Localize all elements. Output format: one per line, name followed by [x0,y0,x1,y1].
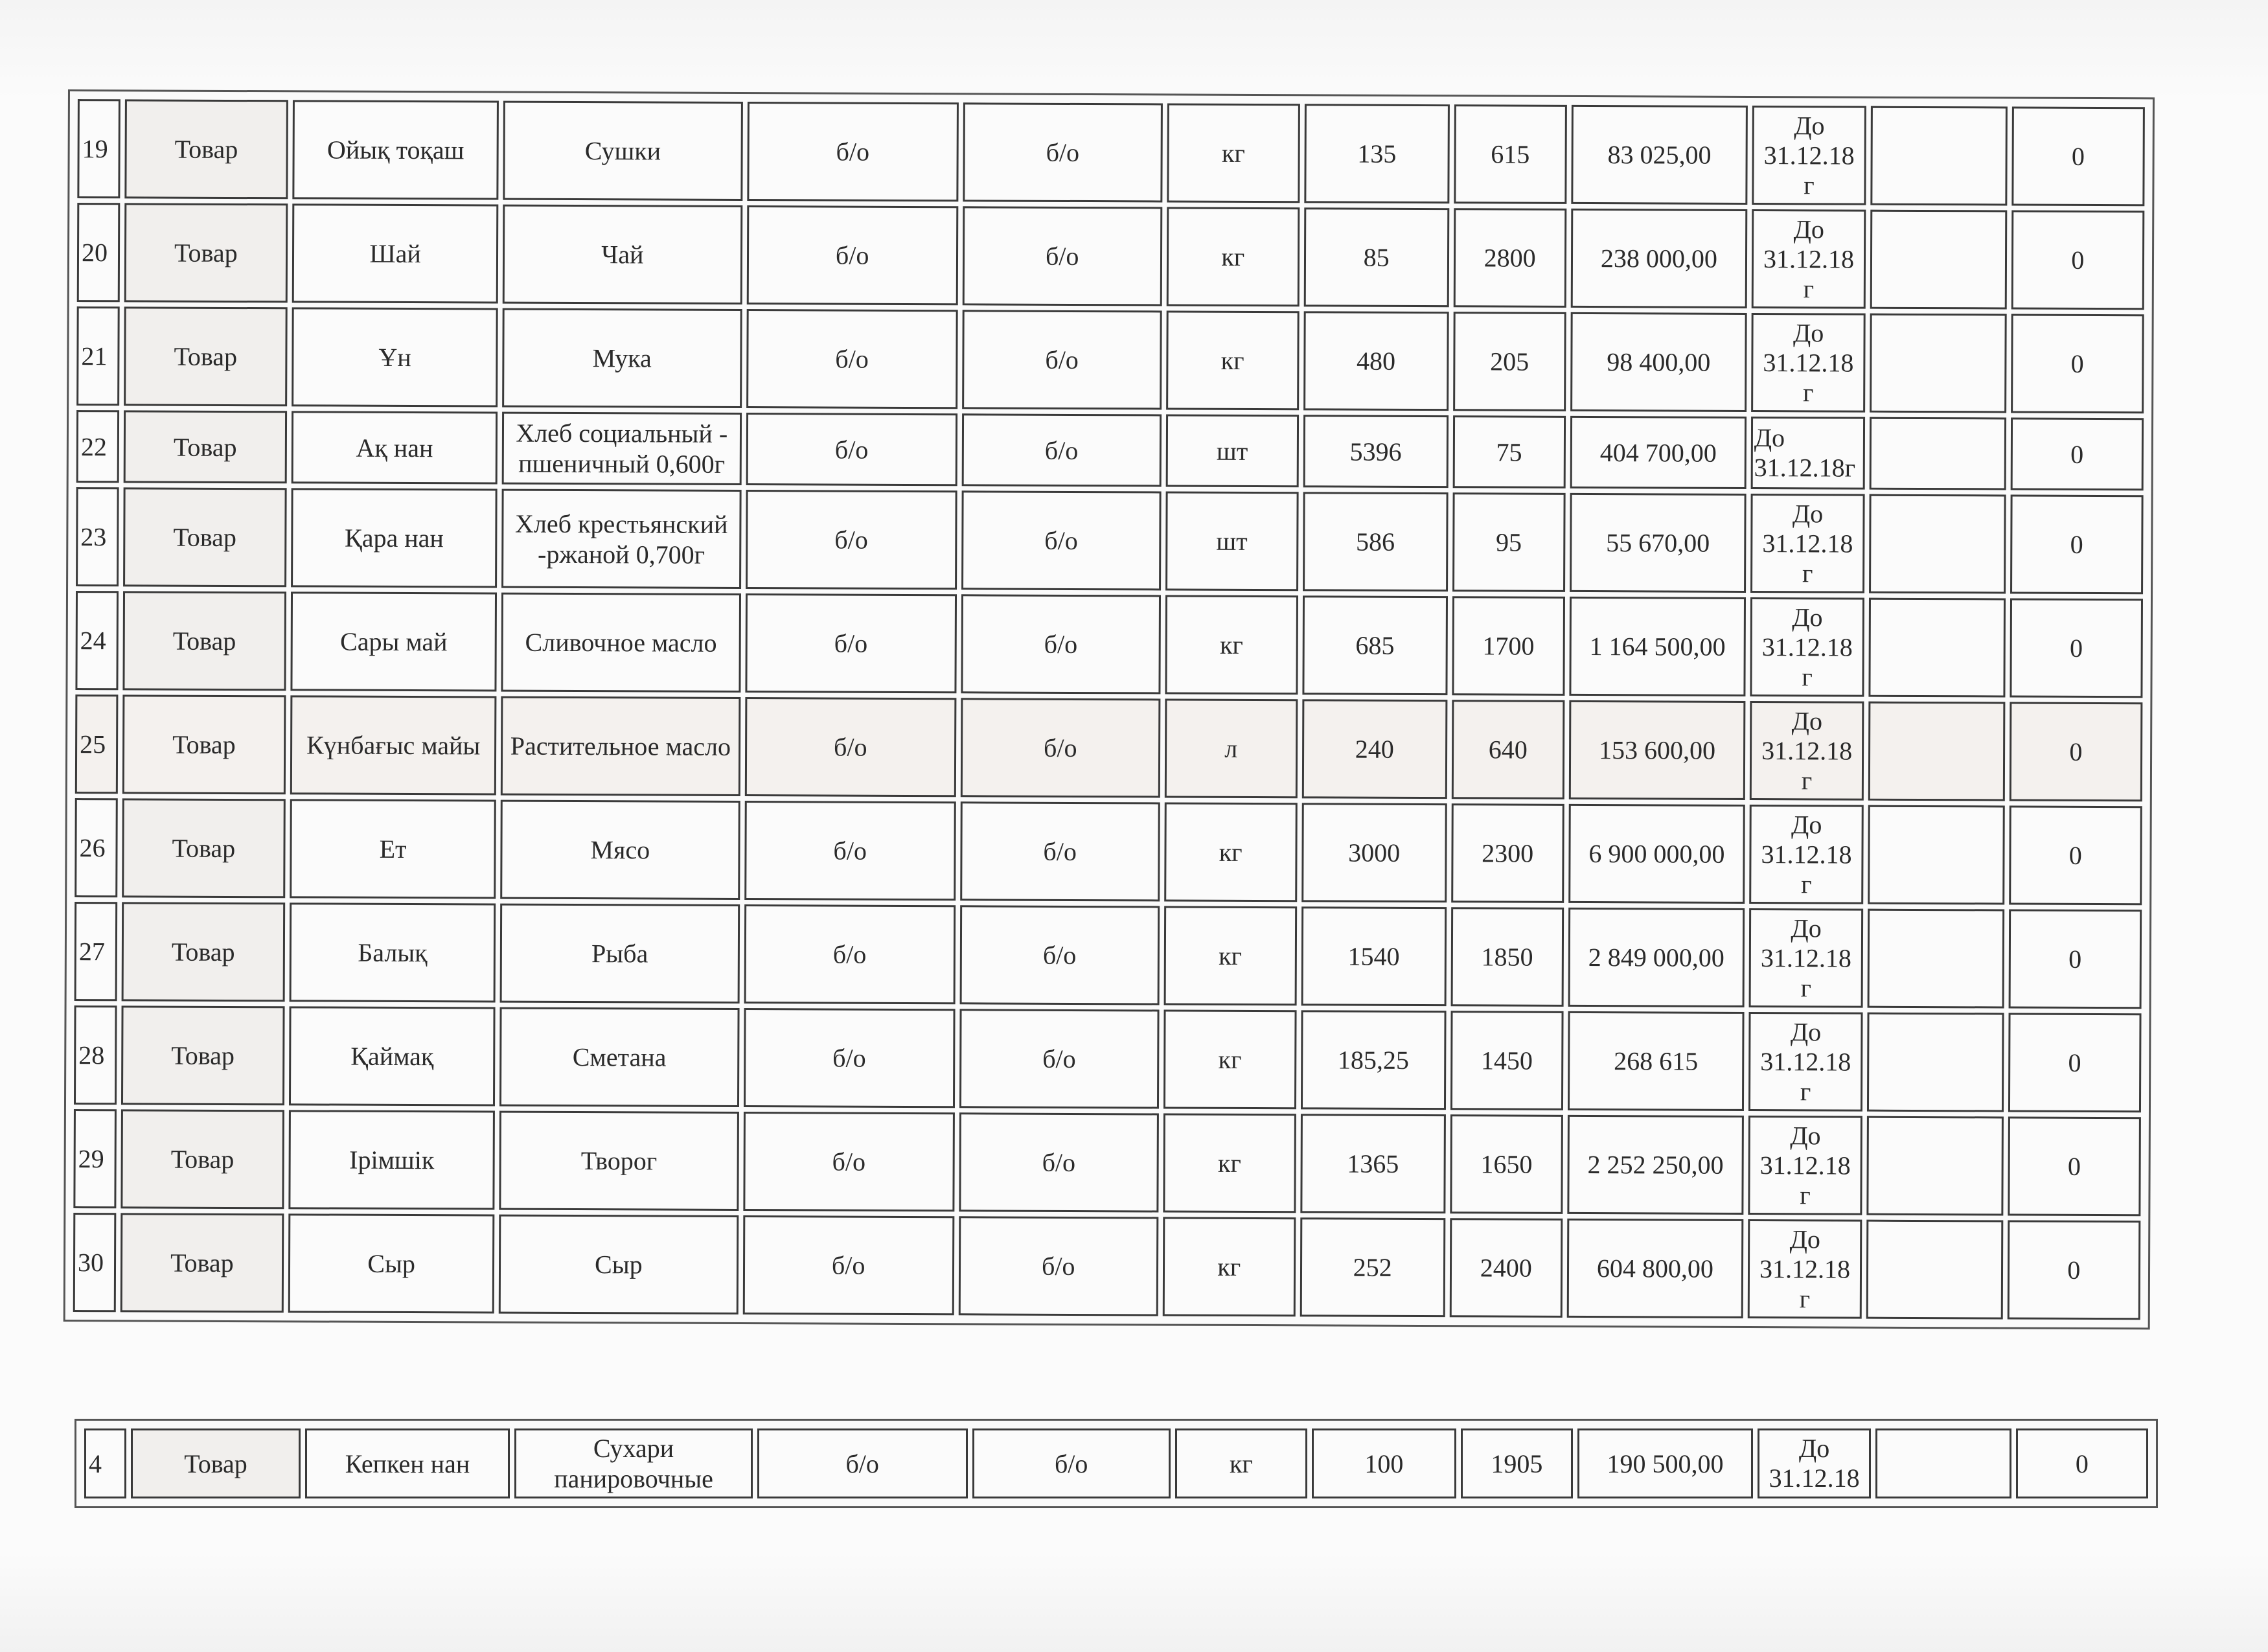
delivery-term-line: До [1793,214,1825,244]
quantity-cell: 3000 [1301,803,1447,902]
delivery-term-line: До [1792,498,1824,528]
quantity-cell: 685 [1302,595,1447,695]
delivery-term-line: До [1790,1016,1822,1046]
price-cell: 2800 [1453,208,1566,308]
quantity-cell: 185,25 [1301,1010,1446,1110]
characteristic-1-cell: б/о [744,801,956,901]
item-type-cell: Товар [120,1109,284,1209]
delivery-term-line: г [1802,558,1813,588]
sum-cell: 2 849 000,00 [1568,908,1745,1007]
empty-cell [1867,1116,2004,1216]
characteristic-1-cell: б/о [757,1428,968,1498]
characteristic-1-cell: б/о [746,413,957,486]
name-kazakh-cell: Сары май [291,591,498,691]
delivery-term-line: До [1798,1434,1830,1463]
characteristic-2-cell: б/о [962,310,1162,409]
sum-cell: 238 000,00 [1571,209,1747,308]
delivery-term-cell [1748,1116,1862,1215]
table-row [84,1428,2148,1498]
price-cell: 205 [1453,312,1566,411]
table-row [76,306,2144,413]
delivery-term-line: 31.12.18 [1763,244,1855,274]
characteristic-2-cell: б/о [963,206,1162,306]
delivery-term-line: До [1792,602,1823,632]
characteristic-1-cell: б/о [746,490,957,590]
name-russian-cell: Сухари панировочные [514,1428,753,1498]
unit-cell: кг [1165,595,1298,695]
value-cell: 0 [2007,1221,2140,1320]
quantity-cell: 1540 [1301,906,1446,1006]
delivery-term-line: г [1799,1283,1811,1313]
characteristic-2-cell: б/о [963,102,1162,202]
price-cell: 1700 [1452,596,1565,696]
quantity-cell: 240 [1302,699,1447,799]
delivery-term-line: 31.12.18 [1761,632,1853,662]
delivery-term-cell [1752,106,1866,205]
sum-cell: 153 600,00 [1569,700,1745,800]
empty-cell [1868,909,2004,1009]
delivery-term-line: 31.12.18 [1769,1463,1860,1493]
characteristic-2-cell: б/о [961,698,1160,797]
item-type-cell: Товар [124,203,288,303]
empty-cell [1866,1220,2003,1320]
quantity-cell: 5396 [1303,415,1448,488]
delivery-term-line: г [1804,170,1815,200]
name-russian-cell: Сыр [499,1215,739,1314]
quantity-cell: 586 [1303,492,1448,591]
delivery-term-line: 31.12.18 [1760,1046,1851,1077]
table-row [75,591,2143,698]
row-number-cell: 20 [77,203,120,302]
name-russian-cell: Мука [502,308,742,408]
price-cell: 1850 [1450,907,1564,1007]
name-russian-cell: Рыба [500,904,740,1004]
goods-table [63,89,2155,1329]
empty-cell [1869,494,2006,594]
characteristic-1-cell: б/о [744,904,956,1004]
item-type-cell: Товар [124,99,288,199]
table-row [77,203,2145,310]
value-cell: 0 [2016,1428,2148,1498]
value-cell: 0 [2008,910,2142,1009]
delivery-term-line: 31.12.18 [1763,140,1855,170]
empty-cell [1870,417,2006,490]
row-number-cell: 25 [75,694,118,794]
empty-cell [1871,106,2008,206]
delivery-term-line: До [1791,706,1823,735]
sum-cell: 55 670,00 [1570,493,1746,593]
row-number-cell: 27 [74,902,117,1001]
characteristic-1-cell: б/о [746,309,958,409]
unit-cell: кг [1166,311,1300,411]
sum-cell: 604 800,00 [1567,1219,1743,1318]
value-cell: 0 [2011,107,2145,207]
delivery-term-line: г [1801,869,1812,899]
name-kazakh-cell: Ірімшік [288,1110,495,1210]
item-type-cell: Товар [123,487,287,587]
name-russian-cell: Творог [499,1111,739,1211]
table-row [75,694,2143,801]
value-cell: 0 [2008,1013,2142,1113]
unit-cell: кг [1162,1217,1296,1317]
price-cell: 2400 [1449,1218,1563,1318]
unit-cell: кг [1163,1010,1297,1110]
characteristic-2-cell: б/о [960,801,1160,901]
delivery-term-cell [1750,417,1865,490]
delivery-term-cell [1748,1012,1863,1112]
value-cell: 0 [2010,599,2143,698]
item-type-cell: Товар [124,306,288,406]
delivery-term-line: 31.12.18 [1763,347,1854,378]
name-kazakh-cell: Кепкен нан [305,1428,510,1498]
price-cell: 1450 [1450,1011,1563,1110]
item-type-cell: Товар [131,1428,300,1498]
quantity-cell: 480 [1303,311,1449,411]
characteristic-2-cell: б/о [961,413,1161,487]
item-type-cell: Товар [121,902,285,1002]
characteristic-2-cell: б/о [961,490,1161,590]
quantity-cell: 252 [1300,1217,1445,1317]
delivery-term-cell [1758,1428,1872,1498]
value-cell: 0 [2008,1117,2141,1217]
empty-cell [1868,702,2005,801]
delivery-term-line: До [1793,317,1824,347]
delivery-term-line: До [1794,110,1825,140]
delivery-term-line: 31.12.18 [1762,528,1853,558]
delivery-term-line: г [1803,273,1815,303]
price-cell: 1905 [1461,1428,1574,1498]
characteristic-2-cell: б/о [959,1112,1158,1212]
characteristic-1-cell: б/о [745,593,957,693]
delivery-term-line: До [1790,1120,1821,1150]
goods-table-grid [69,95,2149,1324]
characteristic-2-cell: б/о [959,1009,1159,1108]
item-type-cell: Товар [122,694,286,794]
name-russian-cell: Хлеб социальный - пшеничный 0,600г [502,412,742,485]
characteristic-2-cell: б/о [959,1216,1158,1316]
unit-cell: кг [1175,1428,1307,1498]
empty-cell [1870,210,2007,310]
unit-cell: кг [1166,207,1300,307]
delivery-term-line: 31.12.18 [1759,1150,1851,1180]
delivery-term-line: 31.12.18г [1754,452,1856,483]
characteristic-1-cell: б/о [746,205,958,305]
name-kazakh-cell: Ойық тоқаш [292,100,499,200]
additional-goods-table-body [84,1428,2148,1498]
name-russian-cell: Растительное масло [501,696,740,796]
name-kazakh-cell: Қаймақ [289,1006,496,1106]
quantity-cell: 85 [1304,207,1449,307]
sum-cell: 6 900 000,00 [1568,804,1745,904]
sum-cell: 190 500,00 [1577,1428,1753,1498]
name-kazakh-cell: Сыр [288,1213,495,1313]
row-number-cell: 29 [73,1109,116,1208]
delivery-term-line: До [1754,422,1785,453]
characteristic-2-cell: б/о [972,1428,1171,1498]
name-kazakh-cell: Шай [292,203,499,303]
value-cell: 0 [2011,314,2144,414]
unit-cell: кг [1167,104,1300,203]
value-cell: 0 [2010,418,2144,491]
characteristic-1-cell: б/о [744,1008,956,1108]
goods-table-body [73,99,2145,1320]
sum-cell: 83 025,00 [1571,105,1747,205]
row-number-cell: 24 [75,591,118,690]
price-cell: 615 [1454,104,1567,204]
unit-cell: кг [1163,1114,1296,1213]
unit-cell: кг [1164,803,1298,902]
delivery-term-cell [1748,908,1863,1008]
delivery-term-line: г [1801,765,1813,795]
sum-cell: 1 164 500,00 [1569,597,1745,696]
item-type-cell: Товар [121,1005,285,1105]
table-row [74,798,2142,905]
name-russian-cell: Сметана [499,1007,739,1107]
name-russian-cell: Сушки [503,101,742,201]
table-row [77,99,2145,206]
empty-cell [1867,1013,2004,1112]
name-kazakh-cell: Ақ нан [292,411,498,484]
quantity-cell: 100 [1312,1428,1456,1498]
table-row [74,1005,2142,1112]
value-cell: 0 [2009,806,2142,906]
quantity-cell: 1365 [1300,1114,1445,1213]
delivery-term-line: г [1800,1180,1811,1210]
table-row [73,1109,2141,1216]
characteristic-1-cell: б/о [743,1112,955,1211]
table-row [73,1213,2141,1320]
empty-cell [1868,805,2005,905]
price-cell: 1650 [1450,1114,1563,1214]
item-type-cell: Товар [122,798,286,898]
delivery-term-line: До [1791,809,1822,839]
item-type-cell: Товар [120,1213,284,1313]
unit-cell: шт [1165,492,1299,591]
sum-cell: 268 615 [1568,1011,1744,1111]
row-number-cell: 21 [76,306,119,406]
delivery-term-cell [1750,701,1864,801]
row-number-cell: 22 [76,410,119,483]
name-kazakh-cell: Балық [290,902,496,1002]
table-row [74,902,2142,1009]
additional-goods-table-grid [80,1424,2153,1503]
row-number-cell: 30 [73,1213,116,1312]
empty-cell [1870,314,2006,413]
table-row [76,410,2144,490]
sum-cell: 2 252 250,00 [1567,1115,1743,1215]
value-cell: 0 [2011,211,2144,310]
unit-cell: шт [1165,415,1299,488]
unit-cell: л [1164,699,1298,799]
delivery-term-cell [1750,597,1864,697]
name-kazakh-cell: Қара нан [291,488,498,588]
price-cell: 2300 [1451,803,1564,903]
price-cell: 75 [1452,415,1566,488]
characteristic-1-cell: б/о [747,102,959,201]
unit-cell: кг [1163,906,1297,1006]
delivery-term-cell [1751,313,1866,413]
table-row [76,487,2144,594]
name-kazakh-cell: Ұн [292,307,498,407]
delivery-term-line: До [1789,1224,1821,1254]
empty-cell [1875,1428,2011,1498]
item-type-cell: Товар [122,591,286,691]
additional-goods-table [74,1419,2158,1508]
delivery-term-line: 31.12.18 [1761,735,1853,766]
delivery-term-line: 31.12.18 [1760,943,1852,973]
characteristic-1-cell: б/о [742,1215,954,1315]
sum-cell: 404 700,00 [1570,416,1747,489]
sum-cell: 98 400,00 [1570,312,1747,412]
value-cell: 0 [2010,495,2144,595]
price-cell: 95 [1452,492,1566,592]
row-number-cell: 19 [77,99,120,198]
delivery-term-cell [1748,1219,1862,1319]
item-type-cell: Товар [123,410,287,483]
delivery-term-line: 31.12.18 [1759,1254,1851,1284]
delivery-term-line: г [1803,377,1814,407]
delivery-term-cell [1752,209,1866,309]
name-russian-cell: Чай [503,205,742,304]
row-number-cell: 26 [74,798,117,897]
delivery-term-line: г [1802,661,1813,691]
delivery-term-line: г [1800,1076,1811,1106]
delivery-term-line: г [1800,972,1812,1002]
delivery-term-cell [1749,805,1864,904]
name-kazakh-cell: Күнбағыс майы [290,695,497,795]
characteristic-2-cell: б/о [959,905,1159,1005]
price-cell: 640 [1451,700,1564,799]
delivery-term-cell [1750,494,1865,593]
characteristic-1-cell: б/о [744,697,956,797]
empty-cell [1869,598,2006,698]
name-kazakh-cell: Ет [290,799,496,899]
row-number-cell: 4 [84,1428,126,1498]
delivery-term-line: 31.12.18 [1761,839,1852,869]
name-russian-cell: Хлеб крестьянский -ржаной 0,700г [501,489,741,589]
name-russian-cell: Мясо [500,800,740,900]
quantity-cell: 135 [1304,104,1449,203]
name-russian-cell: Сливочное масло [501,593,741,693]
row-number-cell: 23 [76,487,119,586]
row-number-cell: 28 [74,1005,117,1105]
value-cell: 0 [2009,702,2142,802]
characteristic-2-cell: б/о [961,594,1160,694]
delivery-term-line: До [1791,913,1822,943]
